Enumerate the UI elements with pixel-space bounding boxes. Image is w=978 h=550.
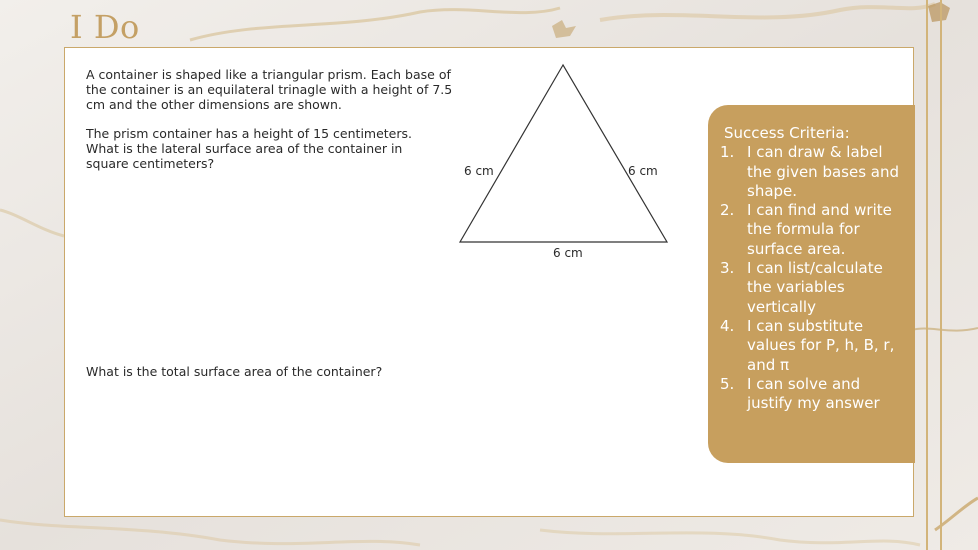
success-criteria-heading: Success Criteria: bbox=[724, 124, 850, 142]
left-side-label: 6 cm bbox=[464, 164, 494, 178]
vertical-gold-rule bbox=[926, 0, 928, 550]
page-title: I Do bbox=[70, 8, 140, 46]
success-criteria-item bbox=[720, 317, 903, 375]
problem-intro-text: A container is shaped like a triangular prism. Each base of the container is an equilateral trinagle with a height of 7.5 cm and the other dimensions are shown. bbox=[86, 67, 453, 112]
success-criteria-panel bbox=[708, 105, 915, 463]
criteria-number: 3. bbox=[720, 259, 735, 278]
lateral-area-question: The prism container has a height of 15 centimeters. What is the lateral surface area of the container in square centimeters? bbox=[86, 126, 412, 171]
base-label: 6 cm bbox=[553, 246, 583, 260]
triangle-shape bbox=[460, 65, 667, 242]
total-area-question: What is the total surface area of the container? bbox=[86, 364, 383, 379]
success-criteria-item bbox=[720, 143, 903, 201]
success-criteria-item bbox=[720, 375, 903, 414]
success-criteria-list bbox=[720, 143, 903, 413]
success-criteria-item bbox=[720, 259, 903, 317]
vertical-gold-rule bbox=[940, 0, 942, 550]
criteria-number: 4. bbox=[720, 316, 735, 335]
right-side-label: 6 cm bbox=[628, 164, 658, 178]
equilateral-triangle-diagram bbox=[455, 60, 670, 265]
criteria-text: I can solve and justify my answer bbox=[747, 374, 880, 413]
criteria-number: 5. bbox=[720, 374, 735, 393]
criteria-number: 2. bbox=[720, 201, 735, 220]
criteria-text: I can find and write the formula for surface area. bbox=[747, 201, 892, 258]
criteria-text: I can list/calculate the variables vertically bbox=[747, 259, 883, 316]
success-criteria-item bbox=[720, 201, 903, 259]
criteria-text: I can substitute values for P, h, B, r, and π bbox=[747, 316, 895, 374]
criteria-text: I can draw & label the given bases and shape. bbox=[747, 143, 900, 200]
criteria-number: 1. bbox=[720, 143, 735, 162]
